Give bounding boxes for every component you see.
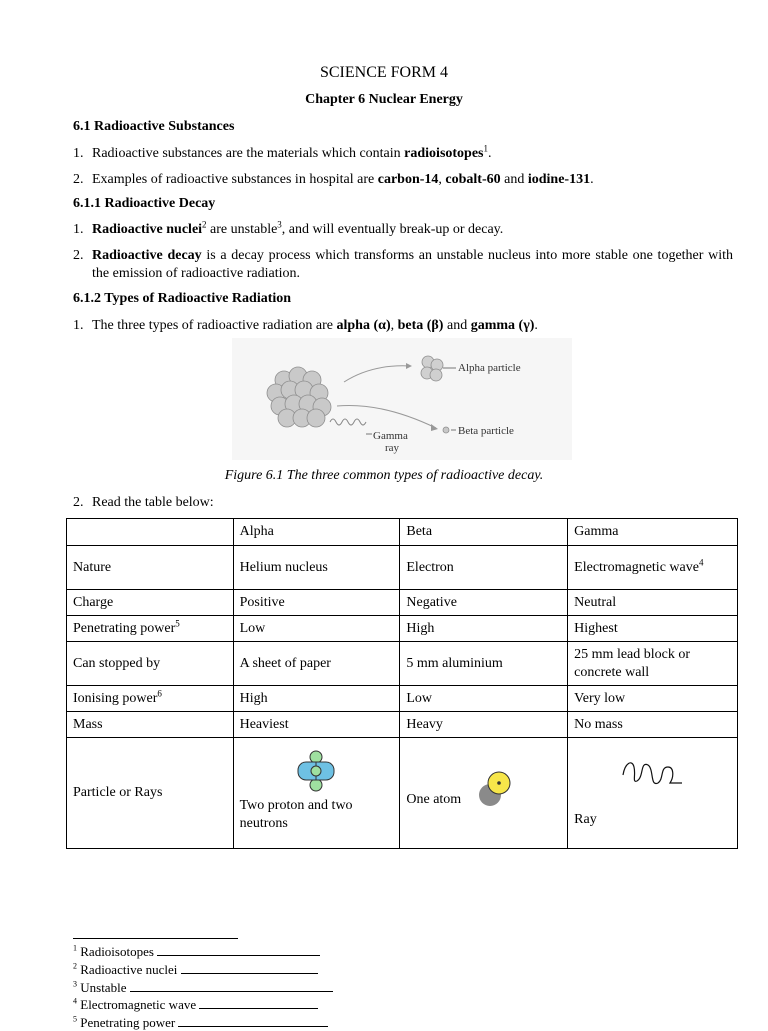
table-row: Can stopped by A sheet of paper 5 mm aluminium 25 mm lead block or concrete wall [67,642,738,686]
list-item: 2. Radioactive decay is a decay process which transforms an unstable nucleus into more stable one together with the emission of radioactive radiation. [73,248,734,281]
chapter-heading: Chapter 6 Nuclear Energy [305,92,463,107]
gamma-ray-wave-icon [616,753,686,793]
footnote: $^5$ Penetrating power [73,1015,328,1031]
table-row: Particle or Rays Two proton and two neutrons One atom Ray [67,738,738,849]
gamma-ray-label-line2: ray [385,442,400,454]
list-item: 2. Read the table below: [73,495,214,510]
alpha-particle-label: Alpha particle [458,362,521,374]
table-row: Ionising power$^6$ High Low Very low [67,686,738,712]
section-heading-6-1-1: 6.1.1 Radioactive Decay [73,196,216,211]
footnote: $^2$ Radioactive nuclei [73,962,318,978]
document-title: SCIENCE FORM 4 [319,64,449,81]
fill-in-blank[interactable] [199,997,318,1009]
column-header-alpha: Alpha [233,519,400,546]
list-item: 1. Radioactive nuclei$^2$ are unstable$^3$, and will eventually break-up or decay. [73,219,504,237]
list-item: 1. The three types of radioactive radiation are alpha (α), beta (β) and gamma (γ). [73,318,538,333]
beta-particle-icon [443,427,449,433]
table-row: Penetrating power$^5$ Low High Highest [67,616,738,642]
footnote: $^1$ Radioisotopes [73,944,320,960]
list-item: 2. Examples of radioactive substances in hospital are carbon-14, cobalt-60 and iodine-131. [73,172,594,187]
table-row: Mass Heaviest Heavy No mass [67,712,738,738]
list-item: 1. Radioactive substances are the materials which contain radioisotopes$^1$. [73,143,492,161]
footnote-separator [73,938,238,939]
fill-in-blank[interactable] [157,944,320,956]
figure-caption: Figure 6.1 The three common types of radioactive decay. [224,468,544,483]
column-header-beta: Beta [400,519,568,546]
table-header-row [67,519,738,546]
footnote: $^3$ Unstable [73,980,333,996]
fill-in-blank[interactable] [178,1015,328,1027]
column-header-gamma: Gamma [568,519,738,546]
radioactive-decay-figure [232,338,572,460]
section-heading-6-1: 6.1 Radioactive Substances [73,119,235,134]
footnote: $^4$ Electromagnetic wave [73,997,318,1013]
fill-in-blank[interactable] [181,962,318,974]
table-row: Nature Helium nucleus Electron Electromagnetic wave$^4$ [67,546,738,590]
beta-particle-label: Beta particle [458,425,514,437]
gamma-ray-label-line1: Gamma [373,430,408,442]
alpha-particle-diagram-icon [291,749,341,793]
radiation-comparison-table [66,518,738,849]
fill-in-blank[interactable] [130,980,333,992]
section-heading-6-1-2: 6.1.2 Types of Radioactive Radiation [73,291,292,306]
alpha-particle-icon [421,356,443,381]
table-row: Charge Positive Negative Neutral [67,590,738,616]
